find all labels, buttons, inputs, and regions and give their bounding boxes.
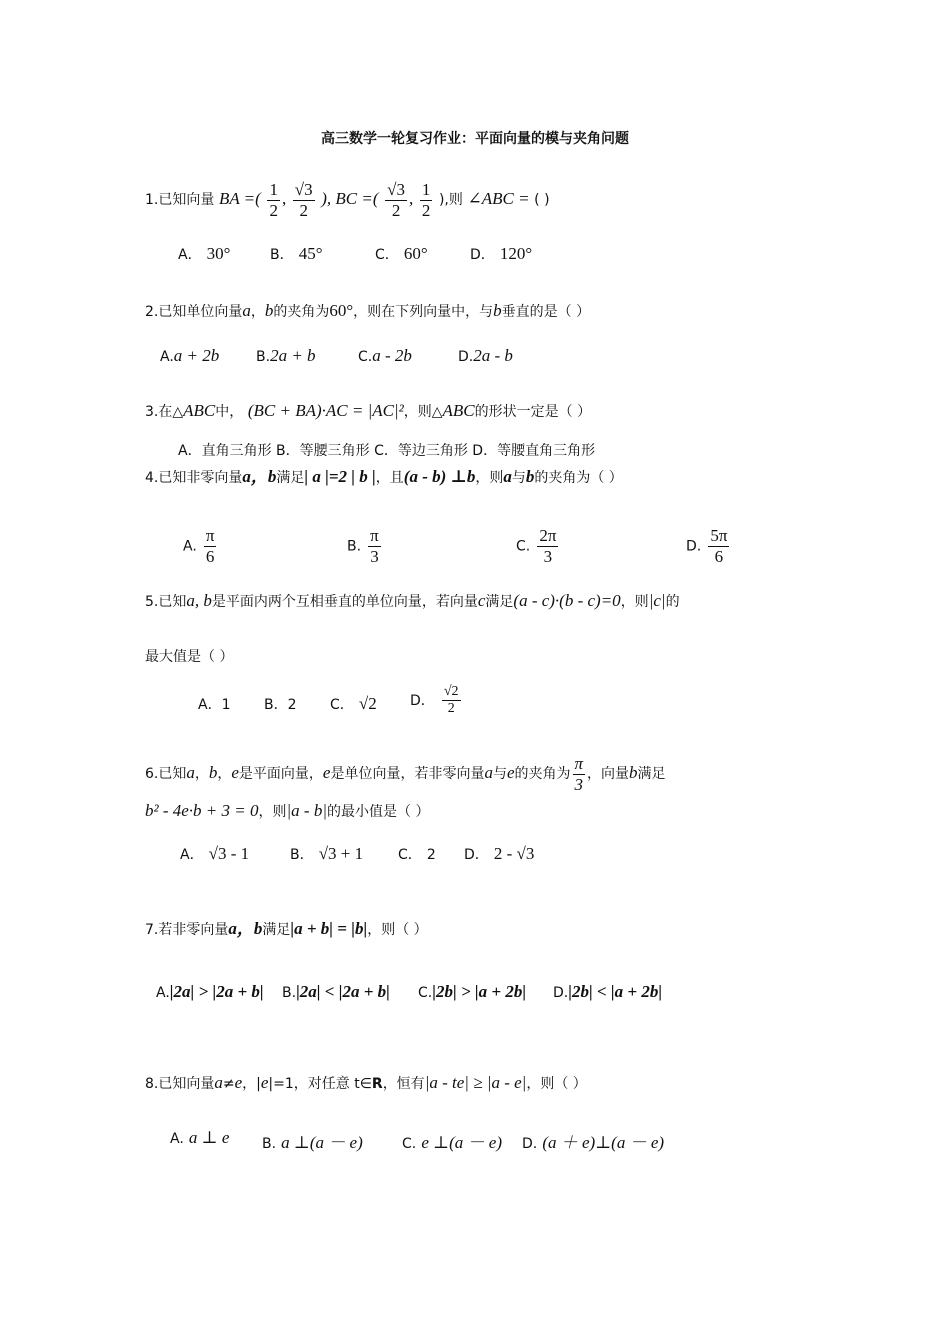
- q1-lead: 1.已知向量: [145, 192, 215, 209]
- q1-frac-2: $\frac{√3}{2}$: [294, 180, 313, 220]
- question-6-line-2: b² - 4e·b + 3 = 0，则|a - b|的最小值是（ ）: [145, 801, 430, 820]
- q1-frac-4: $\frac{1}{2}$: [421, 180, 431, 220]
- q8-option-d: D. (a ＋ e)⊥(a － e): [522, 1133, 665, 1152]
- q2-option-a: A.a + 2b: [160, 346, 220, 365]
- q8-option-b: B. a ⊥(a － e): [262, 1133, 363, 1152]
- q2-vector-b: b: [264, 301, 274, 320]
- q1-option-c: C． 60°: [375, 244, 428, 263]
- question-7: 7.若非零向量a，b满足|a + b| = |b|，则（ ）: [145, 919, 428, 938]
- q6-option-b: B． √3 + 1: [290, 844, 364, 863]
- question-4: 4.已知非零向量a，b满足| a |=2 | b |，且(a - b) ⊥b，则a与b的夹角为（ ）: [145, 467, 623, 486]
- page-title: 高三数学一轮复习作业：平面向量的模与夹角问题: [321, 131, 629, 147]
- q1-bc: ), BC =(: [321, 189, 379, 209]
- q4-condition: | a |=2 | b |: [304, 467, 376, 486]
- question-8: 8.已知向量a≠e，|e|=1，对任意 t∈R，恒有|a - te| ≥ |a - e|，则（ ）: [145, 1073, 587, 1092]
- q5-expression: (a - c)·(b - c)=0: [513, 591, 621, 610]
- question-2: 2.已知单位向量a，b的夹角为60°，则在下列向量中，与b垂直的是（ ）: [145, 301, 591, 320]
- q4-option-c: C. $\frac{2\pi}{3}$: [516, 526, 557, 566]
- q7-option-d: D.|2b| < |a + 2b|: [553, 982, 663, 1001]
- q1-option-b: B． 45°: [270, 244, 323, 263]
- question-5: 5.已知a, b是平面内两个互相垂直的单位向量，若向量c满足(a - c)·(b - c)=0，则|c|的: [145, 591, 680, 610]
- q4-option-b: B. $\frac{\pi}{3}$: [347, 526, 379, 566]
- q1-tail: ),则: [438, 192, 463, 209]
- q1-frac-3: $\frac{√3}{2}$: [387, 180, 405, 220]
- q1-option-a: A． 30°: [178, 244, 231, 263]
- q8-option-c: C. e ⊥(a － e): [402, 1133, 502, 1152]
- q6-option-d: D． 2 - √3: [464, 844, 535, 863]
- q6-option-a: A． √3 - 1: [180, 844, 250, 863]
- q1-angle: ∠ABC =: [467, 189, 530, 209]
- q2-option-c: C.a - 2b: [358, 346, 412, 365]
- q5-option-c: C． √2: [330, 694, 377, 713]
- question-6: 6.已知a，b，e是平面向量，e是单位向量，若非零向量a与e的夹角为 $\frac{\pi}{3}$ ，向量b满足: [145, 754, 666, 794]
- q6-option-c: C． 2: [398, 847, 436, 863]
- q1-option-d: D． 120°: [470, 244, 533, 263]
- q5-option-d: D． $\frac{√2}{2}$: [410, 684, 459, 717]
- q4-option-d: D. $\frac{5\pi}{6}$: [686, 526, 728, 566]
- q4-option-a: A. $\frac{\pi}{6}$: [183, 526, 215, 566]
- q1-paren: ( ): [534, 192, 550, 209]
- q7-condition: |a + b| = |b|: [290, 919, 368, 938]
- q2-option-b: B.2a + b: [256, 346, 316, 365]
- q8-inequality: |a - te| ≥ |a - e|: [424, 1073, 527, 1092]
- q6-equation: b² - 4e·b + 3 = 0: [145, 801, 259, 820]
- q1-ba: BA =(: [218, 189, 261, 209]
- q8-option-a: A. a ⊥ e: [170, 1128, 230, 1147]
- question-3: 3.在△ABC中， (BC + BA)·AC = |AC|²，则△ABC的形状一定是（ ）: [145, 401, 592, 420]
- q5-option-b: B．2: [264, 697, 297, 713]
- question-1: 1.已知向量 BA =( $\frac{1}{2}$ , $\frac{√3}{2}$ ), BC =( $\frac{√3}{2}$ , $\frac{1}{2}$ ),则 ∠ABC = ( ): [145, 180, 550, 220]
- q7-option-c: C.|2b| > |a + 2b|: [418, 982, 527, 1001]
- q7-option-b: B.|2a| < |2a + b|: [282, 982, 390, 1001]
- q2-option-d: D.2a - b: [458, 346, 513, 365]
- q5-option-a: A．1: [198, 697, 231, 713]
- q3-expression: (BC + BA)·AC = |AC|²: [247, 401, 404, 420]
- q3-options: A．直角三角形 B．等腰三角形 C．等边三角形 D．等腰直角三角形: [178, 443, 596, 459]
- q5-line-2: 最大值是（ ）: [145, 649, 234, 665]
- q2-vector-a: a: [242, 301, 251, 320]
- q1-frac-1: $\frac{1}{2}$: [269, 180, 278, 220]
- q7-option-a: A.|2a| > |2a + b|: [156, 982, 264, 1001]
